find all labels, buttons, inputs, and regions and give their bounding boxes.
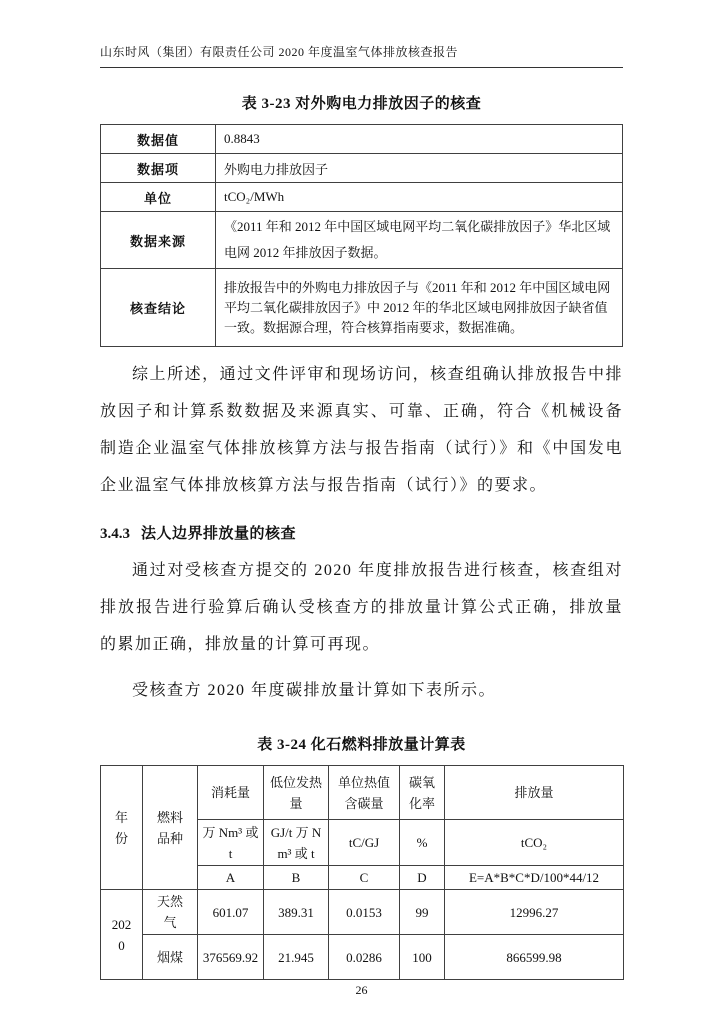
- unit-emission: tCO₂: [445, 820, 624, 866]
- year-cell: 2020: [101, 890, 143, 980]
- running-header-title: 山东时风（集团）有限责任公司 2020 年度温室气体排放核查报告: [100, 45, 459, 59]
- summary-paragraph: 综上所述，通过文件评审和现场访问，核查组确认排放报告中排放因子和计算系数数据及来源真实、可靠、正确，符合《机械设备制造企业温室气体排放核算方法与报告指南（试行）》和《中国发电企业温室气体排放核算方法与报告指南（试行）》的要求。: [100, 366, 623, 494]
- symbol-carbon-per-heat: C: [329, 866, 400, 890]
- field-label: 单位: [101, 183, 216, 212]
- column-header-oxidation-rate: 碳氧化率: [400, 766, 445, 820]
- column-header-heat-value: 低位发热量: [264, 766, 329, 820]
- table-row: [101, 125, 623, 154]
- column-header-carbon-per-heat: 单位热值含碳量: [329, 766, 400, 820]
- table23-caption: 表 3-23 对外购电力排放因子的核查: [241, 96, 482, 112]
- column-header-emission: 排放量: [445, 766, 624, 820]
- section-number: 3.4.3: [100, 526, 130, 542]
- fuel-cell: 烟煤: [143, 935, 198, 980]
- symbol-emission: E=A*B*C*D/100*44/12: [445, 866, 624, 890]
- field-label: 数据值: [101, 125, 216, 154]
- symbol-heat-value: B: [264, 866, 329, 890]
- field-value: 《2011 年和 2012 年中国区域电网平均二氧化碳排放因子》华北区域电网 2012 年排放因子数据。: [216, 212, 623, 269]
- column-header-fuel: 燃料品种: [143, 766, 198, 890]
- emission-cell: 866599.98: [445, 935, 624, 980]
- table-row: [101, 269, 623, 347]
- table-header-row: [101, 766, 624, 820]
- table-intro-paragraph: 受核查方 2020 年度碳排放量计算如下表所示。: [132, 682, 497, 699]
- table-row: [101, 212, 623, 269]
- symbol-consumption: A: [198, 866, 264, 890]
- heat-value-cell: 389.31: [264, 890, 329, 935]
- field-label: 数据项: [101, 154, 216, 183]
- table-row: [101, 935, 624, 980]
- section-title: 法人边界排放量的核查: [141, 526, 297, 542]
- unit-consumption: 万 Nm³ 或 t: [198, 820, 264, 866]
- unit-heat-value: GJ/t 万 Nm³ 或 t: [264, 820, 329, 866]
- page-number: 26: [355, 983, 368, 997]
- verification-paragraph: 通过对受核查方提交的 2020 年度排放报告进行核查，核查组对排放报告进行验算后确认受核查方的排放量计算公式正确，排放量的累加正确，排放量的计算可再现。: [100, 562, 623, 653]
- symbol-oxidation-rate: D: [400, 866, 445, 890]
- table-row: [101, 183, 623, 212]
- table24: [100, 765, 624, 980]
- consumption-cell: 376569.92: [198, 935, 264, 980]
- carbon-per-heat-cell: 0.0286: [329, 935, 400, 980]
- consumption-cell: 601.07: [198, 890, 264, 935]
- unit-oxidation-rate: %: [400, 820, 445, 866]
- field-value: 外购电力排放因子: [216, 154, 623, 183]
- field-value: 0.8843: [216, 125, 623, 154]
- field-value: tCO₂/MWh: [216, 183, 623, 212]
- column-header-consumption: 消耗量: [198, 766, 264, 820]
- table-row: [101, 890, 624, 935]
- running-header: [100, 44, 623, 68]
- oxidation-rate-cell: 100: [400, 935, 445, 980]
- table-row: [101, 154, 623, 183]
- emission-cell: 12996.27: [445, 890, 624, 935]
- section-heading: [100, 522, 623, 543]
- field-label: 核查结论: [101, 269, 216, 347]
- fuel-cell: 天然气: [143, 890, 198, 935]
- column-header-year: 年份: [101, 766, 143, 890]
- table23: [100, 124, 623, 347]
- heat-value-cell: 21.945: [264, 935, 329, 980]
- field-value: 排放报告中的外购电力排放因子与《2011 年和 2012 年中国区域电网平均二氧化碳排放因子》中 2012 年的华北区域电网排放因子缺省值一致。数据源合理，符合核算指南要求，数据准确。: [216, 269, 623, 347]
- unit-carbon-per-heat: tC/GJ: [329, 820, 400, 866]
- carbon-per-heat-cell: 0.0153: [329, 890, 400, 935]
- field-label: 数据来源: [101, 212, 216, 269]
- oxidation-rate-cell: 99: [400, 890, 445, 935]
- table24-caption: 表 3-24 化石燃料排放量计算表: [257, 737, 466, 753]
